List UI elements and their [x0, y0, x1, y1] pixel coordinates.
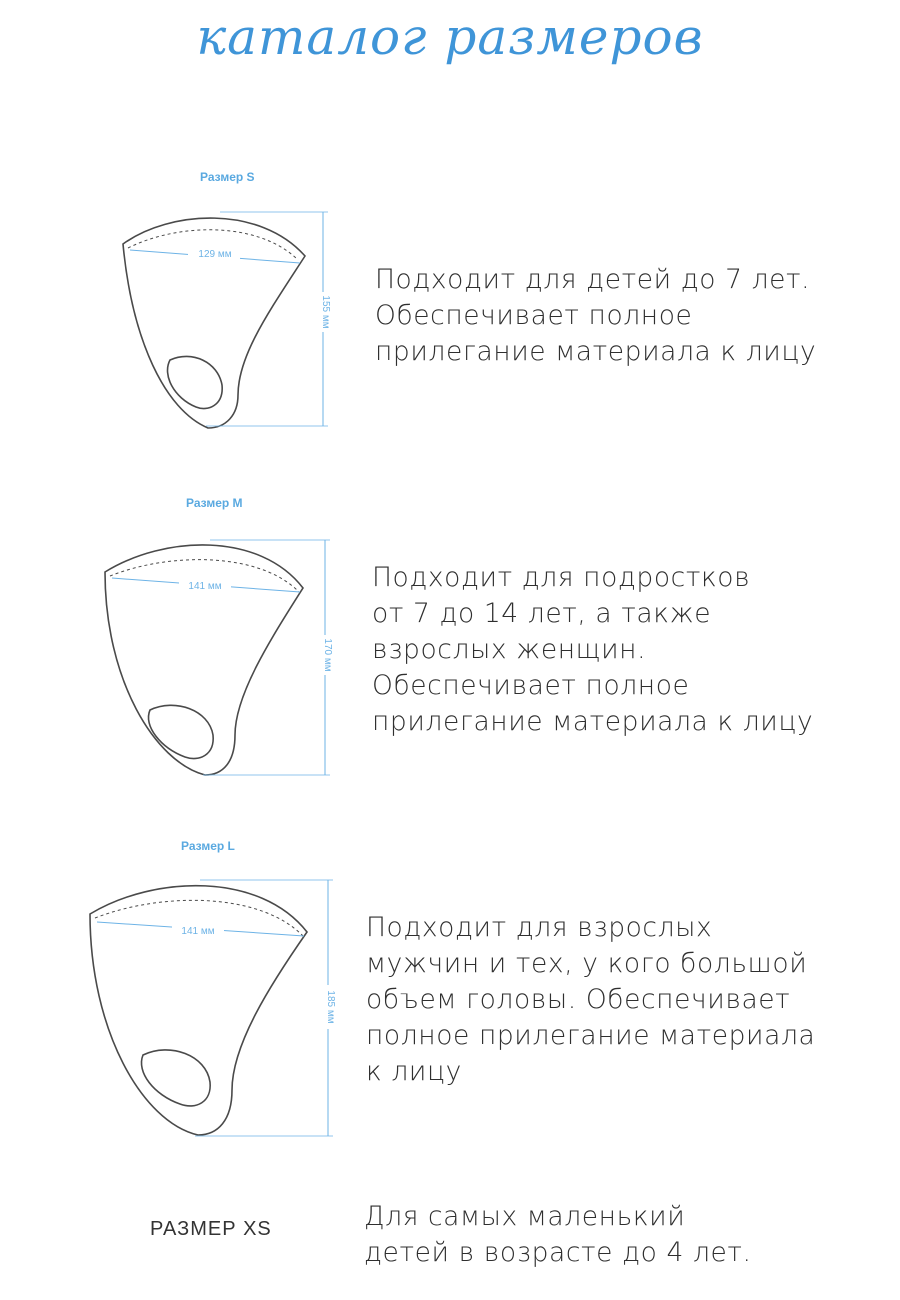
description-line: Подходит для детей до 7 лет. — [375, 264, 811, 295]
size-l-description — [366, 910, 815, 1090]
page-title: каталог размеров — [196, 8, 704, 66]
width-label: 129 мм — [198, 249, 232, 260]
height-label: 185 мм — [325, 990, 336, 1024]
description-line: взрослых женщин. — [372, 634, 647, 665]
ear-hole — [168, 356, 223, 408]
size-xs-description — [364, 1199, 752, 1271]
description-line: Подходит для взрослых — [366, 912, 713, 943]
size-m-description — [372, 560, 813, 740]
description-line: от 7 до 14 лет, а также — [372, 598, 712, 629]
ear-hole — [141, 1050, 210, 1106]
description-line: прилегание материала к лицу — [375, 336, 817, 367]
width-label: 141 мм — [188, 581, 222, 592]
size-m-label: Размер M — [186, 496, 243, 510]
height-label: 170 мм — [322, 638, 333, 672]
description-line: детей в возрасте до 4 лет. — [364, 1237, 752, 1268]
description-line: полное прилегание материала — [366, 1020, 816, 1051]
ear-hole — [148, 705, 213, 758]
size-xs-label: РАЗМЕР XS — [150, 1218, 272, 1240]
size-l-label: Размер L — [181, 839, 235, 853]
width-label: 141 мм — [181, 926, 215, 937]
size-l-mask-diagram — [80, 870, 345, 1150]
size-s-description — [375, 262, 816, 370]
height-label: 155 мм — [320, 295, 331, 329]
size-m-mask-diagram — [95, 530, 345, 790]
size-s-label: Размер S — [200, 170, 255, 184]
description-line: Обеспечивает полное — [375, 300, 693, 331]
description-line: объем головы. Обеспечивает — [366, 984, 791, 1015]
description-line: Обеспечивает полное — [372, 670, 690, 701]
description-line: мужчин и тех, у кого большой — [366, 948, 808, 979]
description-line: прилегание материала к лицу — [372, 706, 814, 737]
size-s-mask-diagram — [110, 200, 350, 440]
description-line: Для самых маленький — [364, 1201, 686, 1232]
description-line: Подходит для подростков — [372, 562, 751, 593]
description-line: к лицу — [366, 1056, 462, 1087]
